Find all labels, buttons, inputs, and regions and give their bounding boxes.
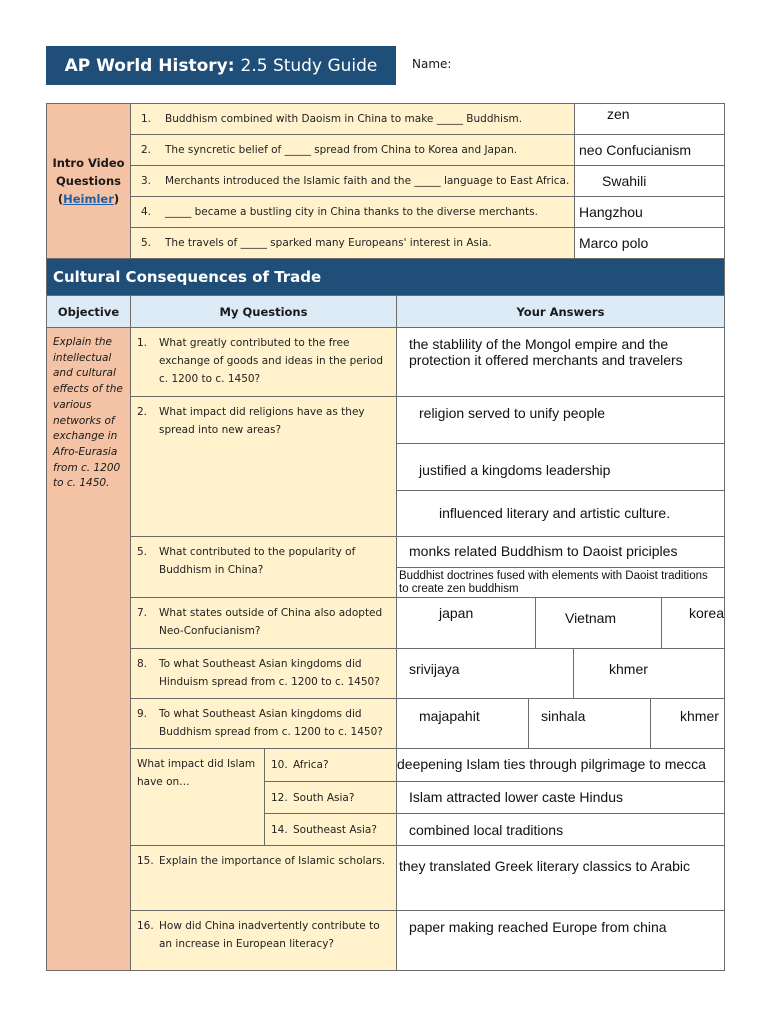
answer-2b[interactable]: justified a kingdoms leadership bbox=[397, 444, 725, 491]
answer-9-2[interactable]: sinhala bbox=[528, 699, 650, 748]
answer-7-3[interactable]: korea bbox=[661, 598, 724, 648]
answer-16[interactable]: paper making reached Europe from china bbox=[397, 911, 725, 971]
document-title bbox=[46, 46, 396, 85]
intro-video-label: Intro Video Questions (Heimler) bbox=[47, 104, 131, 259]
question-7: 7. What states outside of China also adopted Neo-Confucianism? bbox=[131, 598, 397, 649]
answer-8-2[interactable]: khmer bbox=[573, 649, 724, 698]
section-title: Cultural Consequences of Trade bbox=[47, 259, 725, 296]
objective-text: Explain the intellectual and cultural effects of the various networks of exchange in Afro-Eurasia from c. 1200 to c. 1450. bbox=[47, 328, 131, 971]
title-rest: 2.5 Study Guide bbox=[240, 55, 378, 76]
question-9: 9. To what Southeast Asian kingdoms did Buddhism spread from c. 1200 to c. 1450? bbox=[131, 699, 397, 749]
question-2: 2. What impact did religions have as they spread into new areas? bbox=[131, 397, 397, 537]
answer-9-3[interactable]: khmer bbox=[650, 699, 724, 748]
answer-8[interactable] bbox=[397, 649, 725, 699]
intro-question-2: 2. The syncretic belief of _____ spread from China to Korea and Japan. bbox=[131, 135, 575, 166]
question-8: 8. To what Southeast Asian kingdoms did Hinduism spread from c. 1200 to c. 1450? bbox=[131, 649, 397, 699]
title-bold: AP World History: bbox=[64, 55, 235, 76]
intro-question-3: 3. Merchants introduced the Islamic faith and the _____ language to East Africa. bbox=[131, 166, 575, 197]
question-15: 15. Explain the importance of Islamic scholars. bbox=[131, 846, 397, 911]
answer-8-1[interactable]: srivijaya bbox=[409, 661, 460, 677]
answer-12[interactable]: Islam attracted lower caste Hindus bbox=[397, 782, 725, 814]
answer-1[interactable]: the stablility of the Mongol empire and the protection it offered merchants and travelers bbox=[397, 328, 725, 397]
answer-9[interactable] bbox=[397, 699, 725, 749]
question-16: 16. How did China inadvertently contribute to an increase in European literacy? bbox=[131, 911, 397, 971]
answer-2c[interactable]: influenced literary and artistic culture. bbox=[397, 491, 725, 537]
intro-answer-4[interactable]: Hangzhou bbox=[575, 197, 725, 228]
answer-7[interactable] bbox=[397, 598, 725, 649]
your-answers-header: Your Answers bbox=[397, 296, 725, 328]
objective-header: Objective bbox=[47, 296, 131, 328]
intro-question-1: 1. Buddhism combined with Daoism in China to make _____ Buddhism. bbox=[131, 104, 575, 135]
question-5: 5. What contributed to the popularity of Buddhism in China? bbox=[131, 537, 397, 598]
heimler-link[interactable]: Heimler bbox=[63, 192, 114, 206]
intro-question-5: 5. The travels of _____ sparked many Europeans' interest in Asia. bbox=[131, 228, 575, 259]
answer-7-2[interactable]: Vietnam bbox=[535, 598, 661, 648]
my-questions-header: My Questions bbox=[131, 296, 397, 328]
question-10: 10. Africa? bbox=[265, 749, 397, 782]
answer-5a[interactable]: monks related Buddhism to Daoist priciples bbox=[397, 537, 725, 568]
answer-9-1[interactable]: majapahit bbox=[419, 708, 480, 724]
islam-impact-label: What impact did Islam have on… bbox=[131, 749, 265, 846]
intro-answer-1[interactable]: zen bbox=[575, 104, 725, 135]
intro-question-4: 4. _____ became a bustling city in China thanks to the diverse merchants. bbox=[131, 197, 575, 228]
intro-answer-2[interactable]: neo Confucianism bbox=[575, 135, 725, 166]
question-12: 12. South Asia? bbox=[265, 782, 397, 814]
intro-answer-5[interactable]: Marco polo bbox=[575, 228, 725, 259]
answer-5b[interactable]: Buddhist doctrines fused with elements with Daoist traditions to create zen buddhism bbox=[397, 568, 725, 598]
answer-7-1[interactable]: japan bbox=[439, 605, 474, 621]
answer-10[interactable]: deepening Islam ties through pilgrimage to mecca bbox=[397, 749, 725, 782]
answer-15[interactable]: they translated Greek literary classics to Arabic bbox=[397, 846, 725, 911]
study-guide-table bbox=[46, 103, 725, 971]
name-label: Name: bbox=[412, 57, 452, 71]
answer-2a[interactable]: religion served to unify people bbox=[397, 397, 725, 444]
question-14: 14. Southeast Asia? bbox=[265, 814, 397, 846]
answer-14[interactable]: combined local traditions bbox=[397, 814, 725, 846]
question-1: 1. What greatly contributed to the free exchange of goods and ideas in the period c. 1200 to c. 1450? bbox=[131, 328, 397, 397]
intro-answer-3[interactable]: Swahili bbox=[575, 166, 725, 197]
